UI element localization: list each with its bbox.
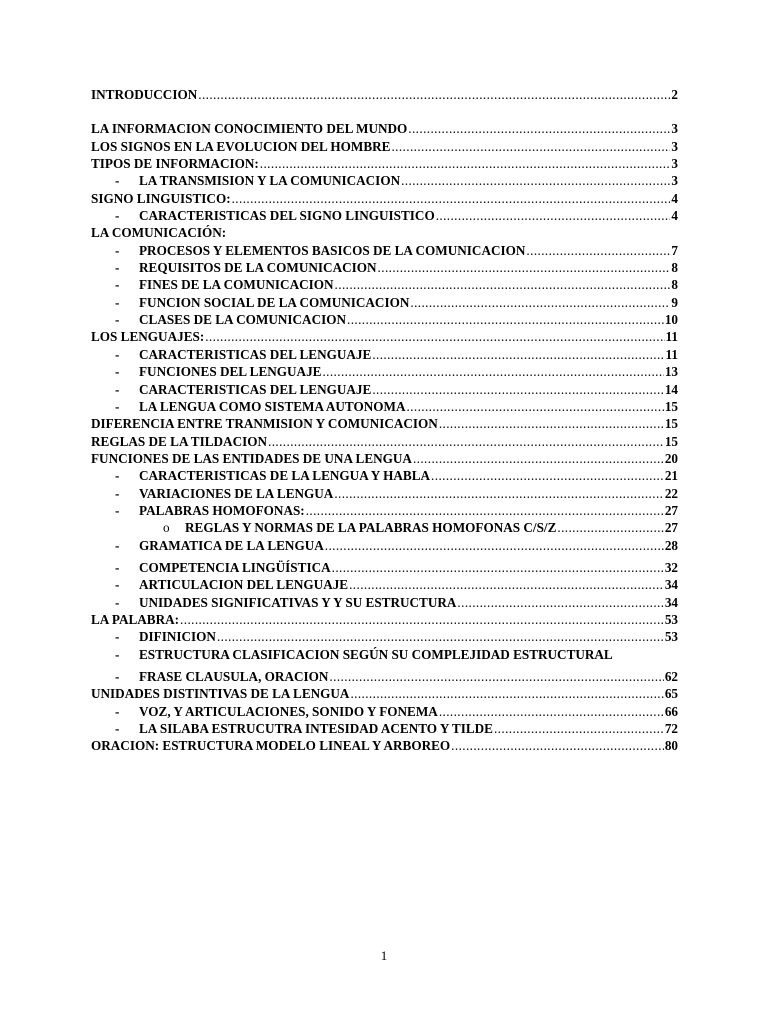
dot-leader <box>217 628 664 645</box>
toc-entry-page: 3 <box>671 173 678 189</box>
toc-entry-title: COMPETENCIA LINGÜÍSTICA <box>139 559 331 575</box>
dot-leader <box>350 685 663 702</box>
toc-entry[interactable] <box>91 611 678 628</box>
dot-leader <box>391 138 670 155</box>
dot-leader <box>439 703 664 720</box>
dot-leader <box>378 259 671 276</box>
dash-bullet-icon: - <box>115 537 120 553</box>
dot-leader <box>334 485 663 502</box>
dot-leader <box>436 207 671 224</box>
dot-leader <box>401 172 670 189</box>
toc-entry[interactable] <box>91 646 678 663</box>
toc-entry-page: 3 <box>671 156 678 172</box>
toc-entry-page: 65 <box>664 686 678 702</box>
toc-entry-title: UNIDADES DISTINTIVAS DE LA LENGUA <box>91 686 350 702</box>
toc-entry[interactable] <box>91 138 678 155</box>
toc-entry-title: LOS LENGUAJES: <box>91 329 205 345</box>
toc-entry[interactable] <box>91 120 678 137</box>
toc-entry[interactable] <box>91 628 678 645</box>
toc-entry-title: REGLAS Y NORMAS DE LA PALABRAS HOMOFONAS C/S/Z <box>185 520 557 536</box>
toc-entry[interactable] <box>91 276 678 293</box>
toc-entry-page: 15 <box>664 398 678 414</box>
toc-entry-page: 15 <box>664 433 678 449</box>
toc-entry-title: LA PALABRA: <box>91 611 180 627</box>
dot-leader <box>180 611 664 628</box>
toc-entry[interactable] <box>91 703 678 720</box>
toc-entry-page: 2 <box>671 87 678 102</box>
dot-leader <box>325 537 664 554</box>
toc-entry-page: 3 <box>671 121 678 137</box>
dash-bullet-icon: - <box>115 346 120 362</box>
dot-leader <box>306 502 664 519</box>
dash-bullet-icon: - <box>115 629 120 645</box>
toc-entry[interactable] <box>91 537 678 554</box>
dash-bullet-icon: - <box>115 173 120 189</box>
dot-leader <box>372 346 664 363</box>
toc-entry-title: GRAMATICA DE LA LENGUA <box>139 537 324 553</box>
toc-entry-title: REQUISITOS DE LA COMUNICACION <box>139 260 377 276</box>
toc-entry[interactable] <box>91 259 678 276</box>
toc-entry[interactable] <box>91 242 678 259</box>
dot-leader <box>205 328 664 345</box>
toc-entry[interactable] <box>91 346 678 363</box>
toc-entry-title: FUNCIONES DEL LENGUAJE <box>139 364 322 380</box>
toc-entry[interactable] <box>91 190 678 207</box>
dot-leader <box>451 737 664 754</box>
toc-entry-page: 4 <box>671 208 678 224</box>
toc-entry-title: PROCESOS Y ELEMENTOS BASICOS DE LA COMUNICACION <box>139 242 526 258</box>
dot-leader <box>372 381 664 398</box>
table-of-contents <box>91 86 678 755</box>
dash-bullet-icon: - <box>115 703 120 719</box>
toc-entry-title: ORACION: ESTRUCTURA MODELO LINEAL Y ARBOREO <box>91 738 451 754</box>
toc-entry[interactable] <box>91 433 678 450</box>
toc-entry-title: LA SILABA ESTRUCUTRA INTESIDAD ACENTO Y TILDE <box>139 721 493 737</box>
toc-entry-title: CARACTERISTICAS DEL SIGNO LINGUISTICO <box>139 208 435 224</box>
toc-entry-title: TIPOS DE INFORMACION: <box>91 156 259 172</box>
toc-entry[interactable] <box>91 450 678 467</box>
toc-entry-title: FRASE CLAUSULA, ORACION <box>139 669 329 684</box>
toc-entry[interactable] <box>91 467 678 484</box>
dash-bullet-icon: - <box>115 646 120 662</box>
toc-entry-page: 53 <box>664 611 678 627</box>
toc-entry-title: CARACTERISTICAS DEL LENGUAJE <box>139 381 372 397</box>
dot-leader <box>494 720 664 737</box>
toc-entry-title: PALABRAS HOMOFONAS: <box>139 502 305 518</box>
dot-leader <box>198 86 670 103</box>
toc-entry[interactable] <box>91 720 678 737</box>
dot-leader <box>410 294 670 311</box>
dot-leader <box>322 363 663 380</box>
toc-entry-title: DIFINICION <box>139 629 216 645</box>
dot-leader <box>347 311 664 328</box>
toc-entry-page: 11 <box>665 346 678 362</box>
toc-entry-title: CLASES DE LA COMUNICACION <box>139 312 347 328</box>
dash-bullet-icon: - <box>115 208 120 224</box>
toc-entry[interactable] <box>91 224 678 241</box>
toc-entry-page: 66 <box>664 703 678 719</box>
toc-entry-title: DIFERENCIA ENTRE TRANMISION Y COMUNICACION <box>91 416 438 432</box>
toc-entry[interactable] <box>91 398 678 415</box>
toc-entry-title: CARACTERISTICAS DEL LENGUAJE <box>139 346 372 362</box>
toc-entry[interactable] <box>91 363 678 380</box>
dot-leader <box>329 668 663 685</box>
toc-entry-title: ARTICULACION DEL LENGUAJE <box>139 577 349 593</box>
page-number: 1 <box>380 948 388 963</box>
toc-entry-page: 8 <box>671 260 678 276</box>
toc-entry-title: REGLAS DE LA TILDACION <box>91 433 268 449</box>
dot-leader <box>408 120 670 137</box>
dash-bullet-icon: - <box>115 294 120 310</box>
toc-entry-page: 11 <box>665 329 678 345</box>
dash-bullet-icon: - <box>115 721 120 737</box>
toc-entry[interactable] <box>91 172 678 189</box>
toc-entry-page: 14 <box>664 381 678 397</box>
toc-entry-title: LA INFORMACION CONOCIMIENTO DEL MUNDO <box>91 121 408 137</box>
dot-leader <box>406 398 663 415</box>
toc-entry-page: 21 <box>664 468 678 484</box>
dot-leader <box>349 576 664 593</box>
toc-entry-title: CARACTERISTICAS DE LA LENGUA Y HABLA <box>139 468 431 484</box>
dot-leader <box>413 450 664 467</box>
toc-entry[interactable] <box>91 311 678 328</box>
toc-entry-page: 62 <box>664 669 678 684</box>
toc-entry-title: VOZ, Y ARTICULACIONES, SONIDO Y FONEMA <box>139 703 438 719</box>
toc-entry-page: 15 <box>664 416 678 432</box>
toc-entry[interactable] <box>91 207 678 224</box>
dash-bullet-icon: - <box>115 277 120 293</box>
dash-bullet-icon: - <box>115 260 120 276</box>
toc-entry[interactable] <box>91 668 678 685</box>
dot-leader <box>335 276 671 293</box>
dash-bullet-icon: - <box>115 312 120 328</box>
toc-entry[interactable] <box>91 502 678 519</box>
dash-bullet-icon: - <box>115 502 120 518</box>
dot-leader <box>431 467 664 484</box>
toc-entry[interactable] <box>91 328 678 345</box>
toc-entry[interactable] <box>91 737 678 754</box>
sub-bullet-icon: o <box>163 520 170 536</box>
toc-entry-title: VARIACIONES DE LA LENGUA <box>139 485 334 501</box>
toc-entry-page: 34 <box>664 594 678 610</box>
toc-entry-page: 28 <box>664 537 678 553</box>
toc-entry[interactable] <box>91 381 678 398</box>
toc-entry[interactable] <box>91 594 678 611</box>
toc-entry-page: 32 <box>664 559 678 575</box>
toc-entry[interactable] <box>91 155 678 172</box>
toc-entry[interactable] <box>91 86 678 103</box>
toc-entry-title: ESTRUCTURA CLASIFICACION SEGÚN SU COMPLEJIDAD ESTRUCTURAL <box>139 646 613 662</box>
toc-entry-page: 8 <box>671 277 678 293</box>
toc-entry-page: 72 <box>664 721 678 737</box>
toc-entry-title: INTRODUCCION <box>91 87 198 102</box>
toc-entry-page: 20 <box>664 450 678 466</box>
dot-leader <box>457 594 663 611</box>
dot-leader <box>260 155 671 172</box>
dash-bullet-icon: - <box>115 577 120 593</box>
dash-bullet-icon: - <box>115 242 120 258</box>
toc-entry-title: UNIDADES SIGNIFICATIVAS Y Y SU ESTRUCTURA <box>139 594 457 610</box>
dash-bullet-icon: - <box>115 559 120 575</box>
dot-leader <box>557 519 663 536</box>
dash-bullet-icon: - <box>115 669 120 684</box>
toc-entry-page: 34 <box>664 577 678 593</box>
toc-entry[interactable] <box>91 576 678 593</box>
dash-bullet-icon: - <box>115 381 120 397</box>
toc-entry-title: LA TRANSMISION Y LA COMUNICACION <box>139 173 401 189</box>
toc-entry-title: LA COMUNICACIÓN: <box>91 225 227 241</box>
dash-bullet-icon: - <box>115 364 120 380</box>
toc-entry-title: FINES DE LA COMUNICACION <box>139 277 334 293</box>
toc-entry-page: 9 <box>671 294 678 310</box>
toc-entry-page: 22 <box>664 485 678 501</box>
toc-entry-page: 27 <box>664 520 678 536</box>
toc-entry-title: SIGNO LINGUISTICO: <box>91 190 231 206</box>
toc-entry-page: 3 <box>671 138 678 154</box>
toc-entry[interactable] <box>91 559 678 576</box>
dash-bullet-icon: - <box>115 485 120 501</box>
toc-entry-title: LA LENGUA COMO SISTEMA AUTONOMA <box>139 398 406 414</box>
dash-bullet-icon: - <box>115 594 120 610</box>
dash-bullet-icon: - <box>115 398 120 414</box>
dot-leader <box>332 559 664 576</box>
toc-entry[interactable] <box>91 294 678 311</box>
toc-entry-page: 7 <box>671 242 678 258</box>
toc-entry-title: FUNCIONES DE LAS ENTIDADES DE UNA LENGUA <box>91 450 412 466</box>
toc-entry-page: 10 <box>664 312 678 328</box>
dot-leader <box>526 242 670 259</box>
toc-entry[interactable] <box>91 485 678 502</box>
dot-leader <box>439 415 664 432</box>
toc-entry[interactable] <box>91 415 678 432</box>
toc-entry-title: FUNCION SOCIAL DE LA COMUNICACION <box>139 294 410 310</box>
toc-entry-page: 80 <box>664 738 678 754</box>
dot-leader <box>268 433 664 450</box>
toc-entry[interactable] <box>91 685 678 702</box>
toc-entry-page: 4 <box>671 190 678 206</box>
toc-entry-page: 53 <box>664 629 678 645</box>
toc-entry[interactable] <box>91 519 678 536</box>
toc-entry-title: LOS SIGNOS EN LA EVOLUCION DEL HOMBRE <box>91 138 391 154</box>
dot-leader <box>232 190 671 207</box>
toc-entry-page: 27 <box>664 502 678 518</box>
toc-entry-page: 13 <box>664 364 678 380</box>
dash-bullet-icon: - <box>115 468 120 484</box>
